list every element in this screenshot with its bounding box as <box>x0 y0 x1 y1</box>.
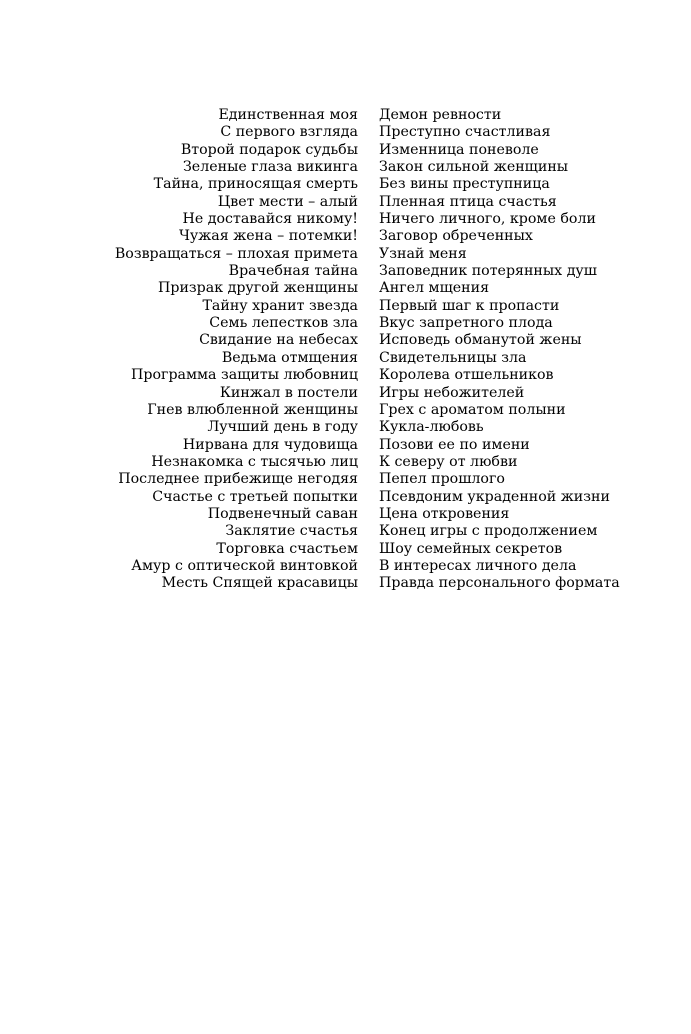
book-title: Второй подарок судьбы <box>180 141 358 158</box>
book-title: Закон сильной женщины <box>379 159 569 176</box>
book-title: Конец игры с продолжением <box>379 523 598 540</box>
title-list-left <box>115 107 358 593</box>
book-title: С первого взгляда <box>220 124 358 141</box>
book-title: Тайна, приносящая смерть <box>153 176 358 193</box>
book-title: Кинжал в постели <box>219 384 358 401</box>
book-title: Ничего личного, кроме боли <box>379 211 596 228</box>
book-title: Пепел прошлого <box>379 471 505 488</box>
book-title: Нирвана для чудовища <box>182 436 358 453</box>
book-title: Преступно счастливая <box>379 124 551 141</box>
book-title: Врачебная тайна <box>228 263 358 280</box>
book-title: Месть Спящей красавицы <box>161 575 358 592</box>
book-title: Исповедь обманутой жены <box>379 332 582 349</box>
book-title: Единственная моя <box>218 107 358 123</box>
book-title: Призрак другой женщины <box>158 280 358 297</box>
book-title: Цена откровения <box>379 505 510 522</box>
book-title: Псевдоним украденной жизни <box>379 488 610 505</box>
book-title: Шоу семейных секретов <box>379 540 563 557</box>
book-title: Программа защиты любовниц <box>131 367 358 384</box>
book-title: Без вины преступница <box>379 176 550 193</box>
book-title: Последнее прибежище негодяя <box>118 471 358 488</box>
book-title: Зеленые глаза викинга <box>182 159 358 176</box>
book-title: Кукла-любовь <box>379 419 484 436</box>
book-title: Вкус запретного плода <box>379 315 553 332</box>
book-title: Свидетельницы зла <box>379 349 527 366</box>
book-title: Позови ее по имени <box>379 436 530 453</box>
book-title: Королева отшельников <box>379 367 554 384</box>
book-title: Подвенечный саван <box>207 505 358 522</box>
book-title: Демон ревности <box>379 107 502 123</box>
book-title: Заповедник потерянных душ <box>379 263 597 280</box>
book-title: Игры небожителей <box>379 384 525 401</box>
book-title: Счастье с третьей попытки <box>152 488 358 505</box>
book-title: Амур с оптической винтовкой <box>131 557 358 574</box>
book-title: Заклятие счастья <box>225 523 358 540</box>
book-title: Лучший день в году <box>207 419 358 436</box>
book-title: Узнай меня <box>379 245 467 262</box>
book-title: Торговка счастьем <box>216 540 358 557</box>
book-title: В интересах личного дела <box>379 557 577 574</box>
book-title: Гнев влюбленной женщины <box>147 401 358 418</box>
title-list-right <box>379 107 620 593</box>
book-title: Возвращаться – плохая примета <box>114 245 358 262</box>
book-title: Незнакомка с тысячью лиц <box>151 453 358 470</box>
book-title: Изменница поневоле <box>379 141 539 158</box>
book-title: Чужая жена – потемки! <box>178 228 358 245</box>
book-title: Правда персонального формата <box>379 575 620 592</box>
book-title: Ведьма отмщения <box>221 349 358 366</box>
book-title: Семь лепестков зла <box>209 315 358 332</box>
book-title: Пленная птица счастья <box>379 193 557 210</box>
book-title: К северу от любви <box>379 453 518 470</box>
book-title: Цвет мести – алый <box>217 193 358 210</box>
book-title: Не доставайся никому! <box>182 211 358 228</box>
book-title: Грех с ароматом полыни <box>379 401 566 418</box>
book-title: Первый шаг к пропасти <box>379 297 560 314</box>
book-title: Свидание на небесах <box>199 332 358 349</box>
book-title: Заговор обреченных <box>379 228 533 245</box>
book-title: Ангел мщения <box>379 280 490 297</box>
book-title: Тайну хранит звезда <box>202 297 358 314</box>
